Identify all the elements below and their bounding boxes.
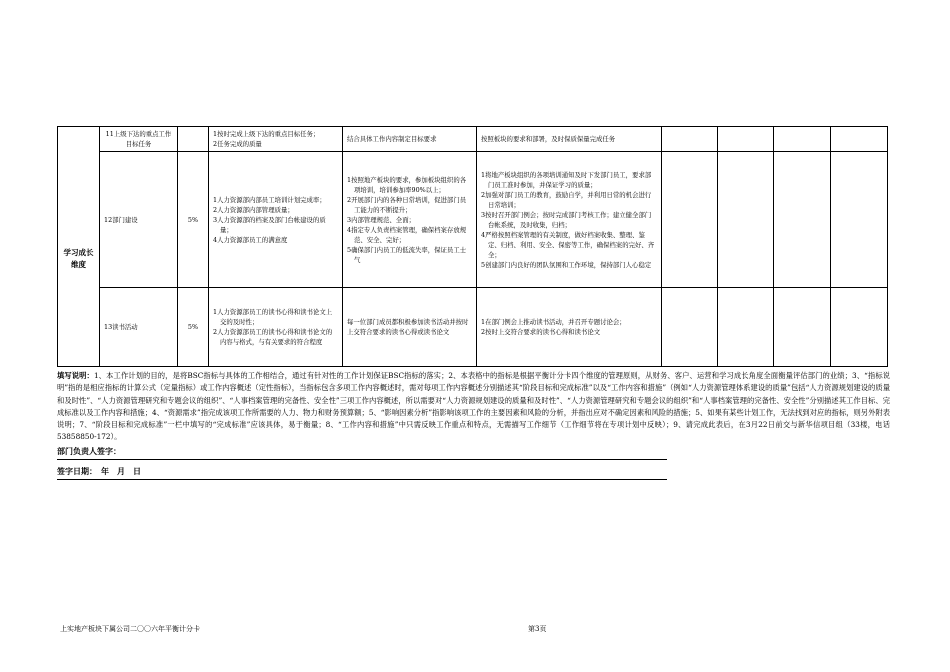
empty-cell [662,152,718,288]
content-cell [343,152,477,288]
content-cell: 每一位部门成员都积极参加读书活动并按时上交符合要求的读书心得或读书论文 [343,288,477,367]
content-line: 3内部管理规范、全面； [347,215,415,224]
indicator-line: 2人力资源部内部管理质量； [213,205,294,214]
empty-cell [831,288,888,367]
empty-cell [774,288,831,367]
instructions-label: 填写说明： [57,371,94,380]
measure-line: 4严格按照档案管理的有关制度，做好档案收集、整理、鉴定、归档、利用、安全、保密等工作，确保档案的完好、齐全； [481,230,655,259]
measure-line: 1将地产板块组织的各项培训通知及时下发部门员工，要求部门员工准时参加，并保证学习的质量； [481,170,652,189]
table-row [58,288,888,367]
footer-page-number: 第3页 [528,625,547,633]
indicator-cell [209,288,343,367]
bsc-table [57,126,888,367]
indicator-cell [209,127,343,152]
weight-cell: 5% [178,152,209,288]
content-line: 1按照地产板块的要求，参加板块组织的各项培训，培训参加率90%以上； [347,175,467,194]
dimension-label: 学习成长维度 [58,152,100,367]
measure-cell [477,288,662,367]
empty-cell [831,152,888,288]
measure-line: 5创建部门内良好的团队氛围和工作环境，保持部门人心稳定 [481,260,652,269]
empty-cell [831,127,888,152]
table-row [58,127,888,152]
measure-cell [477,127,662,152]
instructions-text: 1、本工作计划的目的，是将BSC指标与具体的工作相结合，通过有针对性的工作计划保证BSC指标的落实；2、本表格中的指标是根据平衡计分卡四个维度的管理原则，从财务、客户、运营和学习成长角度全面衡量评估部门的业绩；3、“指标说明”指的是相应指标的计算公式（定量指标）或工作内容概述（定性指标），当指标包含多项工作内容概述时，需对每项工作内容概述分别描述其“阶段目标和完成标准”以及“工作内容和措施”（例如“人力资源管理体系建设的质量”包括“人力资源规划建设的质量和及时性”、“人力资源管理研究和专题会议的组织”、“人事档案管理的完备性、安全性”三项工作内容概述，所以需要对“人力资源规划建设的质量和及时性”、“人力资源管理研究和专题会议的组织”和“人事档案管理的完备性、安全性”分别描述其工作目标、完成标准以及工作内容和措施；4、“资源需求”指完成该项工作所需要的人力、物力和财务预算额；5、“影响因素分析”指影响该项工作的主要因素和风险的分析，并指出应对不确定因素和风险的措施；5、如果有某些计划工作，无法找到对应的指标，则另外附表说明；7、“阶段目标和完成标准”一栏中填写的“完成标准”应该具体，易于衡量；8、“工作内容和措施”中只需反映工作重点和特点，无需描写工作细节（工作细节将在专项计划中反映）；9、请完成此表后，在3月22日前交与新华信项目组（33楼，电话53858850-172）。 [57,371,891,442]
indicator-line: 1人力资源部内部员工培训计划完成率； [213,195,326,204]
empty-cell [662,127,718,152]
signature-date: 签字日期： 年 月 日 [57,466,667,480]
weight-cell: 5% [178,288,209,367]
indicator-line: 2任务完成的质量 [213,140,262,148]
measure-line: 3按时召开部门例会；按时完成部门考核工作；建立健全部门台帐系统，及时收集，归档； [481,210,652,229]
empty-cell [718,127,774,152]
measure-line: 1在部门例会上推动读书活动，并召开专题讨论会； [481,318,626,326]
dimension-cell [58,127,100,152]
content-line: 2开展部门内的各种日常培训，促进部门员工能力的不断提升； [347,195,467,214]
empty-cell [718,288,774,367]
empty-cell [774,152,831,288]
indicator-cell [209,152,343,288]
measure-cell [477,152,662,288]
indicator-line: 4人力资源部员工的满意度 [213,235,288,244]
footer-company: 上实地产板块下属公司二〇〇六年平衡计分卡 [60,625,200,633]
empty-cell [662,288,718,367]
instructions-note [57,370,890,444]
table-row [58,152,888,288]
measure-line: 2加强对部门员工的教育，鼓励自学，并利用日常的机会进行日常培训； [481,190,652,209]
dept-head-signature: 部门负责人签字： [57,446,667,460]
item-cell: 13读书活动 [100,288,178,367]
item-cell: 12部门建设 [100,152,178,288]
indicator-line: 2人力资源部员工的读书心得和读书论文的内容与格式，与有关要求的符合程度 [213,328,333,346]
measure-line: 2按时上交符合要求的读书心得和读书论文 [481,328,601,336]
content-line: 5确保部门内员工的低流失率，保证员工士气 [347,245,467,264]
content-cell: 结合具体工作内容制定目标要求 [343,127,477,152]
item-cell: 11上级下达的重点工作目标任务 [100,127,178,152]
measure-line: 按照板块的要求和部署，及时保质保量完成任务 [481,135,616,143]
empty-cell [774,127,831,152]
content-line: 4指定专人负责档案管理，确保档案存放规范、安全、完好； [347,225,467,244]
indicator-line: 1按时完成上级下达的重点目标任务； [213,130,320,138]
empty-cell [718,152,774,288]
indicator-line: 3人力资源部的档案及部门台帐建设的质量； [213,215,326,234]
weight-cell [178,127,209,152]
indicator-line: 1人力资源部员工的读书心得和读书论文上交的及时性； [213,308,333,326]
